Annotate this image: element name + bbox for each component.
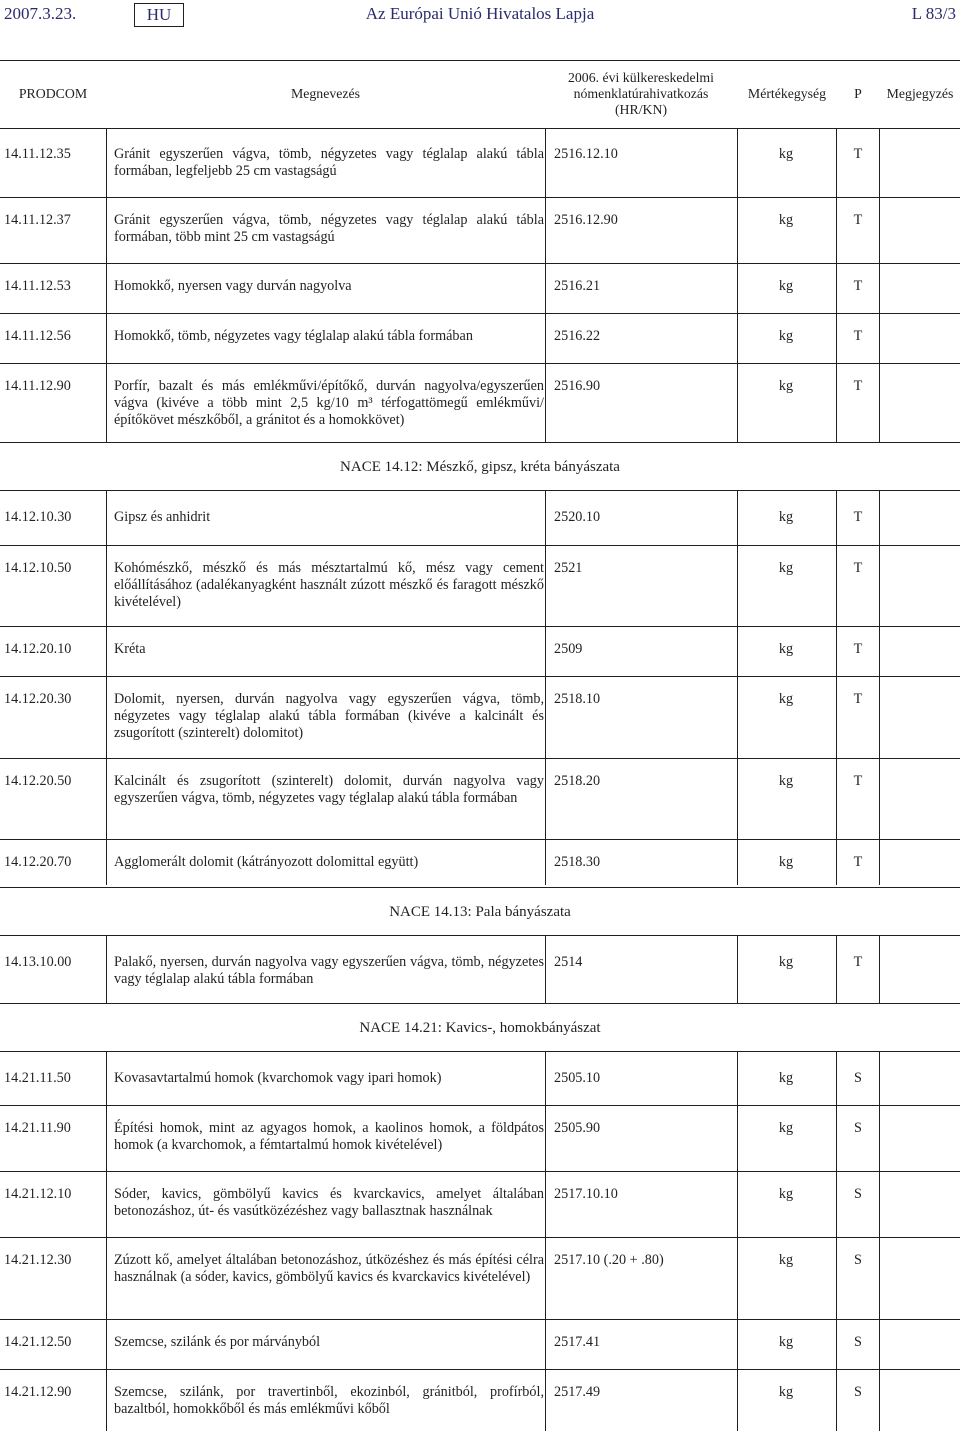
column-header-unit: Mértékegység	[747, 86, 827, 101]
p-value: S	[854, 1186, 862, 1202]
hr-reference: 2505.90	[554, 1120, 601, 1136]
unit-of-measure: kg	[778, 691, 794, 707]
prodcom-code: 14.11.12.35	[4, 146, 71, 162]
unit-of-measure: kg	[778, 212, 794, 228]
unit-of-measure: kg	[778, 1384, 794, 1400]
unit-of-measure: kg	[778, 328, 794, 344]
column-rule	[737, 490, 738, 885]
column-rule	[879, 128, 880, 442]
product-description: Zúzott kő, amelyet általában betonozáshoz, útközéshez és más építési célra használnak (a sóder, kavics, gömbölyű kavics és kvarckavics kivételével)	[114, 1252, 544, 1285]
column-rule	[737, 935, 738, 1003]
section-rule	[0, 1051, 960, 1052]
p-value: T	[853, 954, 863, 970]
hr-reference: 2521	[554, 560, 583, 576]
column-rule	[836, 1051, 837, 1431]
hr-reference: 2516.22	[554, 328, 601, 344]
prodcom-code: 14.21.11.90	[4, 1120, 71, 1136]
row-rule	[0, 676, 960, 677]
column-rule	[106, 128, 107, 442]
column-header-name: Megnevezés	[291, 86, 360, 101]
row-rule	[0, 758, 960, 759]
column-rule	[836, 128, 837, 442]
hr-reference: 2516.12.10	[554, 146, 618, 162]
prodcom-code: 14.11.12.53	[4, 278, 71, 294]
unit-of-measure: kg	[778, 560, 794, 576]
product-description: Kréta	[114, 641, 146, 657]
page-number: L 83/3	[911, 4, 956, 23]
row-rule	[0, 1369, 960, 1370]
p-value: T	[853, 641, 863, 657]
hr-reference: 2518.10	[554, 691, 601, 707]
p-value: S	[854, 1334, 862, 1350]
column-rule	[545, 490, 546, 885]
row-rule	[0, 1105, 960, 1106]
row-rule	[0, 839, 960, 840]
prodcom-code: 14.13.10.00	[4, 954, 72, 970]
journal-title: Az Európai Unió Hivatalos Lapja	[365, 4, 595, 23]
row-rule	[0, 1171, 960, 1172]
product-description: Dolomit, nyersen, durván nagyolva vagy egyszerűen vágva, tömb, négyzetes vagy téglalap alakú tábla formában (kivéve a kalcinált és zsugorított (szinterelt) dolomitot)	[114, 691, 544, 741]
section-heading-text: NACE 14.12: Mészkő, gipsz, kréta bányászata	[340, 459, 620, 475]
product-description: Szemcse, szilánk és por márványból	[114, 1334, 321, 1350]
product-description: Kohómészkő, mészkő és más mésztartalmú kő, mész vagy cement előállításához (adalékanyagként használt zúzott mészkő és faragott mészkő kivételével)	[114, 560, 544, 610]
product-description: Gipsz és anhidrit	[114, 509, 211, 525]
p-value: T	[853, 509, 863, 525]
unit-of-measure: kg	[778, 1120, 794, 1136]
product-description: Homokkő, nyersen vagy durván nagyolva	[114, 278, 352, 294]
prodcom-code: 14.12.20.30	[4, 691, 72, 707]
row-rule	[0, 1237, 960, 1238]
column-rule	[106, 490, 107, 885]
row-rule	[0, 626, 960, 627]
unit-of-measure: kg	[778, 1252, 794, 1268]
unit-of-measure: kg	[778, 278, 794, 294]
column-rule	[879, 935, 880, 1003]
section-heading-text: NACE 14.13: Pala bányászata	[389, 904, 571, 920]
prodcom-code: 14.21.12.90	[4, 1384, 72, 1400]
column-rule	[836, 935, 837, 1003]
p-value: T	[853, 212, 863, 228]
column-rule	[106, 935, 107, 1003]
section-top-rule	[0, 442, 960, 443]
row-rule	[0, 263, 960, 264]
unit-of-measure: kg	[778, 1334, 794, 1350]
unit-of-measure: kg	[778, 854, 794, 870]
column-rule	[879, 490, 880, 885]
row-rule	[0, 1319, 960, 1320]
product-description: Építési homok, mint az agyagos homok, a kaolinos homok, a földpátos homok (a kvarchomok, a fémtartalmú homok kivételével)	[114, 1120, 544, 1153]
product-description: Sóder, kavics, gömbölyű kavics és kvarckavics, amelyet általában betonozáshoz, út- és vasútközézéshez vagy ballasztnak használnak	[114, 1186, 544, 1219]
p-value: T	[853, 378, 863, 394]
column-rule	[545, 935, 546, 1003]
page-header	[0, 0, 960, 32]
p-value: T	[853, 328, 863, 344]
unit-of-measure: kg	[778, 378, 794, 394]
unit-of-measure: kg	[778, 146, 794, 162]
p-value: T	[853, 278, 863, 294]
prodcom-code: 14.21.12.30	[4, 1252, 72, 1268]
hr-reference: 2509	[554, 641, 583, 657]
column-header-hr: 2006. évi külkereskedelmi nómenklatúrahivatkozás (HR/KN)	[568, 70, 714, 117]
prodcom-code: 14.11.12.56	[4, 328, 71, 344]
hr-reference: 2518.20	[554, 773, 601, 789]
column-header-note: Megjegyzés	[886, 86, 954, 101]
section-rule	[0, 490, 960, 491]
unit-of-measure: kg	[778, 1186, 794, 1202]
unit-of-measure: kg	[778, 1070, 794, 1086]
hr-reference: 2517.41	[554, 1334, 601, 1350]
language-badge: HU	[134, 3, 184, 27]
product-description: Homokkő, tömb, négyzetes vagy téglalap alakú tábla formában	[114, 328, 473, 344]
prodcom-code: 14.12.10.30	[4, 509, 72, 525]
prodcom-code: 14.12.20.10	[4, 641, 72, 657]
p-value: T	[853, 560, 863, 576]
product-description: Porfír, bazalt és más emlékművi/építőkő, durván nagyolva/egyszerűen vágva (kivéve a több mint 2,5 kg/10 m³ térfogattömegű emlékművi/építőkövet mészkőből, a gránitot és a homokkövet)	[114, 378, 544, 428]
table-header-rule	[0, 128, 960, 129]
column-rule	[106, 1051, 107, 1431]
hr-reference: 2517.10 (.20 + .80)	[554, 1252, 664, 1268]
p-value: T	[853, 146, 863, 162]
hr-reference: 2505.10	[554, 1070, 601, 1086]
column-rule	[545, 128, 546, 442]
prodcom-code: 14.11.12.90	[4, 378, 71, 394]
hr-reference: 2520.10	[554, 509, 601, 525]
prodcom-code: 14.21.12.50	[4, 1334, 72, 1350]
section-top-rule	[0, 887, 960, 888]
column-rule	[737, 128, 738, 442]
product-description: Palakő, nyersen, durván nagyolva vagy egyszerűen vágva, tömb, négyzetes vagy téglalap alakú tábla formában	[114, 954, 544, 987]
column-header-p: P	[854, 86, 862, 101]
publication-date: 2007.3.23.	[4, 4, 77, 23]
product-description: Agglomerált dolomit (kátrányozott dolomittal együtt)	[114, 854, 419, 870]
prodcom-code: 14.12.10.50	[4, 560, 72, 576]
section-heading	[0, 459, 960, 476]
hr-reference: 2516.21	[554, 278, 601, 294]
section-top-rule	[0, 1003, 960, 1004]
column-rule	[737, 1051, 738, 1431]
section-heading-text: NACE 14.21: Kavics-, homokbányászat	[359, 1020, 601, 1036]
product-description: Szemcse, szilánk, por travertinből, ekozinból, gránitból, profírból, bazaltból, homokkőből és más emlékművi kőből	[114, 1384, 544, 1417]
prodcom-code: 14.12.20.70	[4, 854, 72, 870]
hr-reference: 2516.12.90	[554, 212, 618, 228]
column-rule	[836, 490, 837, 885]
prodcom-code: 14.11.12.37	[4, 212, 71, 228]
column-header-prodcom: PRODCOM	[18, 86, 88, 101]
hr-reference: 2517.10.10	[554, 1186, 618, 1202]
product-description: Gránit egyszerűen vágva, tömb, négyzetes vagy téglalap alakú tábla formában, legfeljebb 25 cm vastagságú	[114, 146, 544, 179]
row-rule	[0, 313, 960, 314]
product-description: Kalcinált és zsugorított (szinterelt) dolomit, durván nagyolva vagy egyszerűen vágva, tömb, négyzetes vagy téglalap alakú tábla formában	[114, 773, 544, 806]
prodcom-code: 14.12.20.50	[4, 773, 72, 789]
product-description: Kovasavtartalmú homok (kvarchomok vagy ipari homok)	[114, 1070, 442, 1086]
p-value: T	[853, 854, 863, 870]
row-rule	[0, 363, 960, 364]
section-rule	[0, 935, 960, 936]
prodcom-code: 14.21.11.50	[4, 1070, 71, 1086]
hr-reference: 2516.90	[554, 378, 601, 394]
unit-of-measure: kg	[778, 773, 794, 789]
hr-reference: 2517.49	[554, 1384, 601, 1400]
column-rule	[545, 1051, 546, 1431]
column-rule	[879, 1051, 880, 1431]
p-value: S	[854, 1252, 862, 1268]
unit-of-measure: kg	[778, 641, 794, 657]
unit-of-measure: kg	[778, 509, 794, 525]
hr-reference: 2514	[554, 954, 583, 970]
hr-reference: 2518.30	[554, 854, 601, 870]
row-rule	[0, 197, 960, 198]
p-value: T	[853, 773, 863, 789]
prodcom-code: 14.21.12.10	[4, 1186, 72, 1202]
section-heading	[0, 1020, 960, 1037]
row-rule	[0, 545, 960, 546]
p-value: S	[854, 1070, 862, 1086]
unit-of-measure: kg	[778, 954, 794, 970]
p-value: S	[854, 1384, 862, 1400]
p-value: S	[854, 1120, 862, 1136]
section-heading	[0, 904, 960, 921]
p-value: T	[853, 691, 863, 707]
product-description: Gránit egyszerűen vágva, tömb, négyzetes vagy téglalap alakú tábla formában, több mint 25 cm vastagságú	[114, 212, 544, 245]
